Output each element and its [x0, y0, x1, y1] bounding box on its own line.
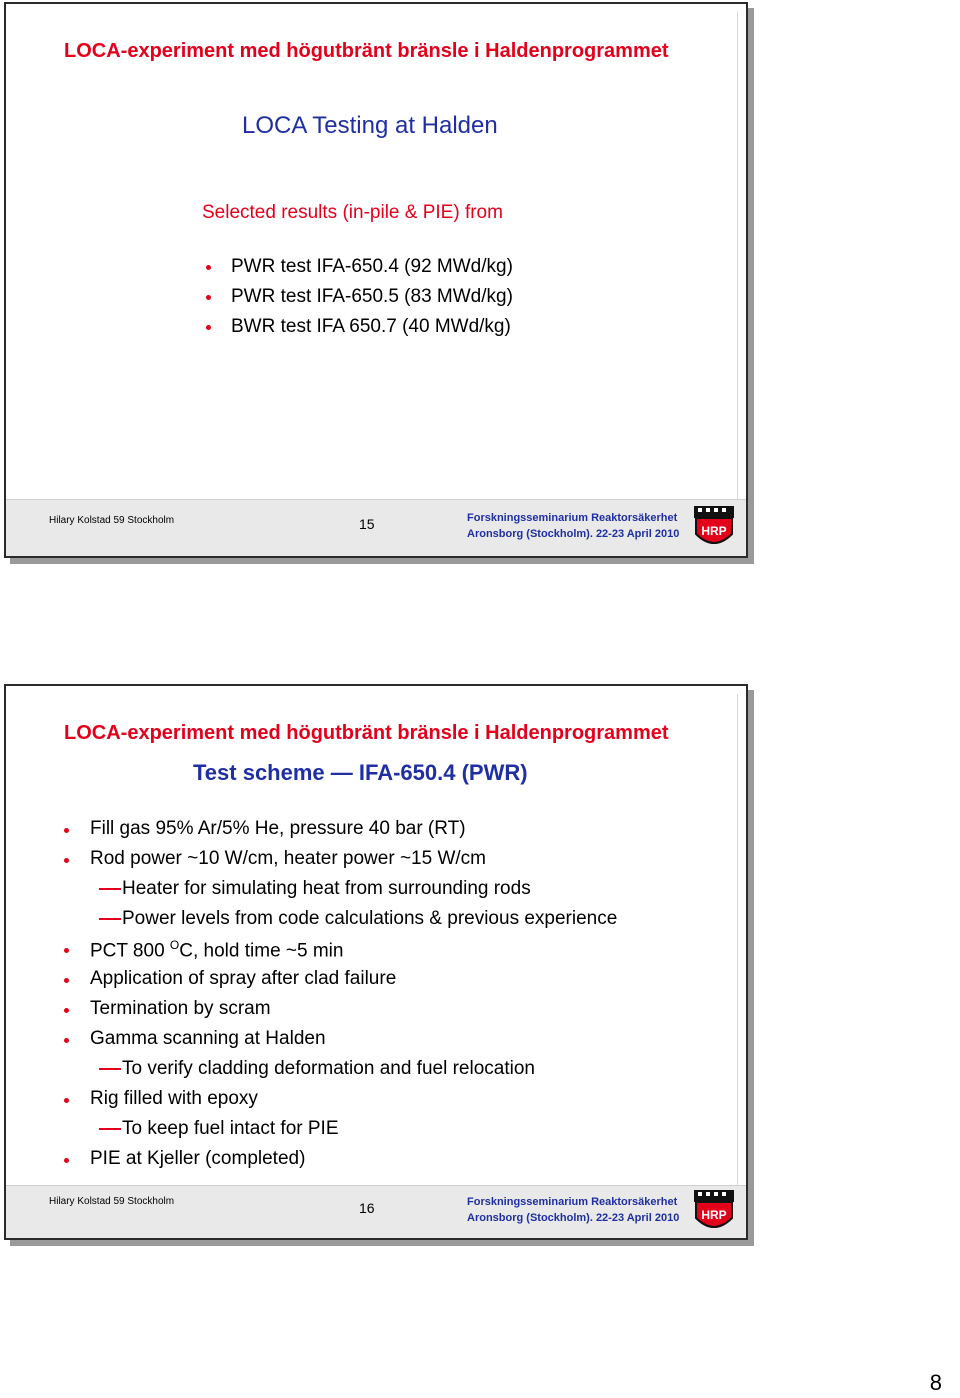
- page-number: 8: [929, 1370, 942, 1395]
- list-item: Fill gas 95% Ar/5% He, pressure 40 bar (RT): [90, 818, 466, 839]
- footer-author: Hilary Kolstad 59 Stockholm: [49, 515, 175, 526]
- bullet-marker: [206, 265, 211, 270]
- dash-marker: [99, 1068, 121, 1070]
- pct-text-rest: C, hold time ~5 min: [179, 940, 344, 962]
- list-item: Power levels from code calculations & previous experience: [122, 908, 618, 929]
- bullet-marker: [64, 828, 69, 833]
- slide-16: [4, 684, 748, 1240]
- list-item: Rig filled with epoxy: [90, 1088, 258, 1109]
- hrp-logo-icon: [692, 1188, 736, 1236]
- bullet-marker: [206, 325, 211, 330]
- superscript-o: O: [169, 938, 180, 952]
- list-item: PWR test IFA-650.5 (83 MWd/kg): [231, 286, 513, 307]
- dash-marker: [99, 1128, 121, 1130]
- dash-marker: [99, 888, 121, 890]
- bullet-marker: [64, 1008, 69, 1013]
- footer-org-line2: Aronsborg (Stockholm). 22-23 April 2010: [467, 528, 680, 540]
- footer-org-line1: Forskningsseminarium Reaktorsäkerhet: [467, 1196, 678, 1208]
- list-item: Application of spray after clad failure: [90, 968, 397, 989]
- logo-text: HRP: [701, 1208, 727, 1222]
- bullet-marker: [64, 978, 69, 983]
- dash-marker: [99, 918, 121, 920]
- footer-author: Hilary Kolstad 59 Stockholm: [49, 1196, 175, 1207]
- slide-footer: [6, 1185, 746, 1238]
- footer-slide-number: 15: [359, 516, 375, 532]
- list-item: PIE at Kjeller (completed): [90, 1148, 306, 1169]
- list-item: To keep fuel intact for PIE: [122, 1118, 339, 1139]
- list-item: Gamma scanning at Halden: [90, 1028, 326, 1049]
- bullet-marker: [64, 858, 69, 863]
- slide-15: [4, 2, 748, 558]
- list-item: PWR test IFA-650.4 (92 MWd/kg): [231, 256, 513, 277]
- slide-subtitle: Selected results (in-pile & PIE) from: [202, 202, 503, 223]
- list-item: [90, 938, 343, 962]
- slide-header-title: LOCA-experiment med högutbränt bränsle i Haldenprogrammet: [64, 40, 669, 62]
- pct-text: PCT 800: [90, 940, 170, 962]
- footer-org-line2: Aronsborg (Stockholm). 22-23 April 2010: [467, 1212, 680, 1224]
- list-item: To verify cladding deformation and fuel relocation: [122, 1058, 535, 1079]
- slide-title: Test scheme — IFA-650.4 (PWR): [193, 760, 528, 785]
- footer-slide-number: 16: [359, 1200, 375, 1216]
- slide-header-title: LOCA-experiment med högutbränt bränsle i Haldenprogrammet: [64, 722, 669, 744]
- bullet-marker: [64, 1158, 69, 1163]
- hrp-logo-icon: [692, 504, 736, 552]
- list-item: BWR test IFA 650.7 (40 MWd/kg): [231, 316, 511, 337]
- slide-footer: [6, 499, 746, 556]
- bullet-marker: [206, 295, 211, 300]
- list-item: Rod power ~10 W/cm, heater power ~15 W/cm: [90, 848, 486, 869]
- bullet-marker: [64, 1098, 69, 1103]
- list-item: Termination by scram: [90, 998, 271, 1019]
- list-item: Heater for simulating heat from surrounding rods: [122, 878, 531, 899]
- bullet-marker: [64, 1038, 69, 1043]
- footer-org-line1: Forskningsseminarium Reaktorsäkerhet: [467, 512, 678, 524]
- bullet-marker: [64, 948, 69, 953]
- slide-title: LOCA Testing at Halden: [242, 112, 498, 139]
- logo-text: HRP: [701, 524, 727, 538]
